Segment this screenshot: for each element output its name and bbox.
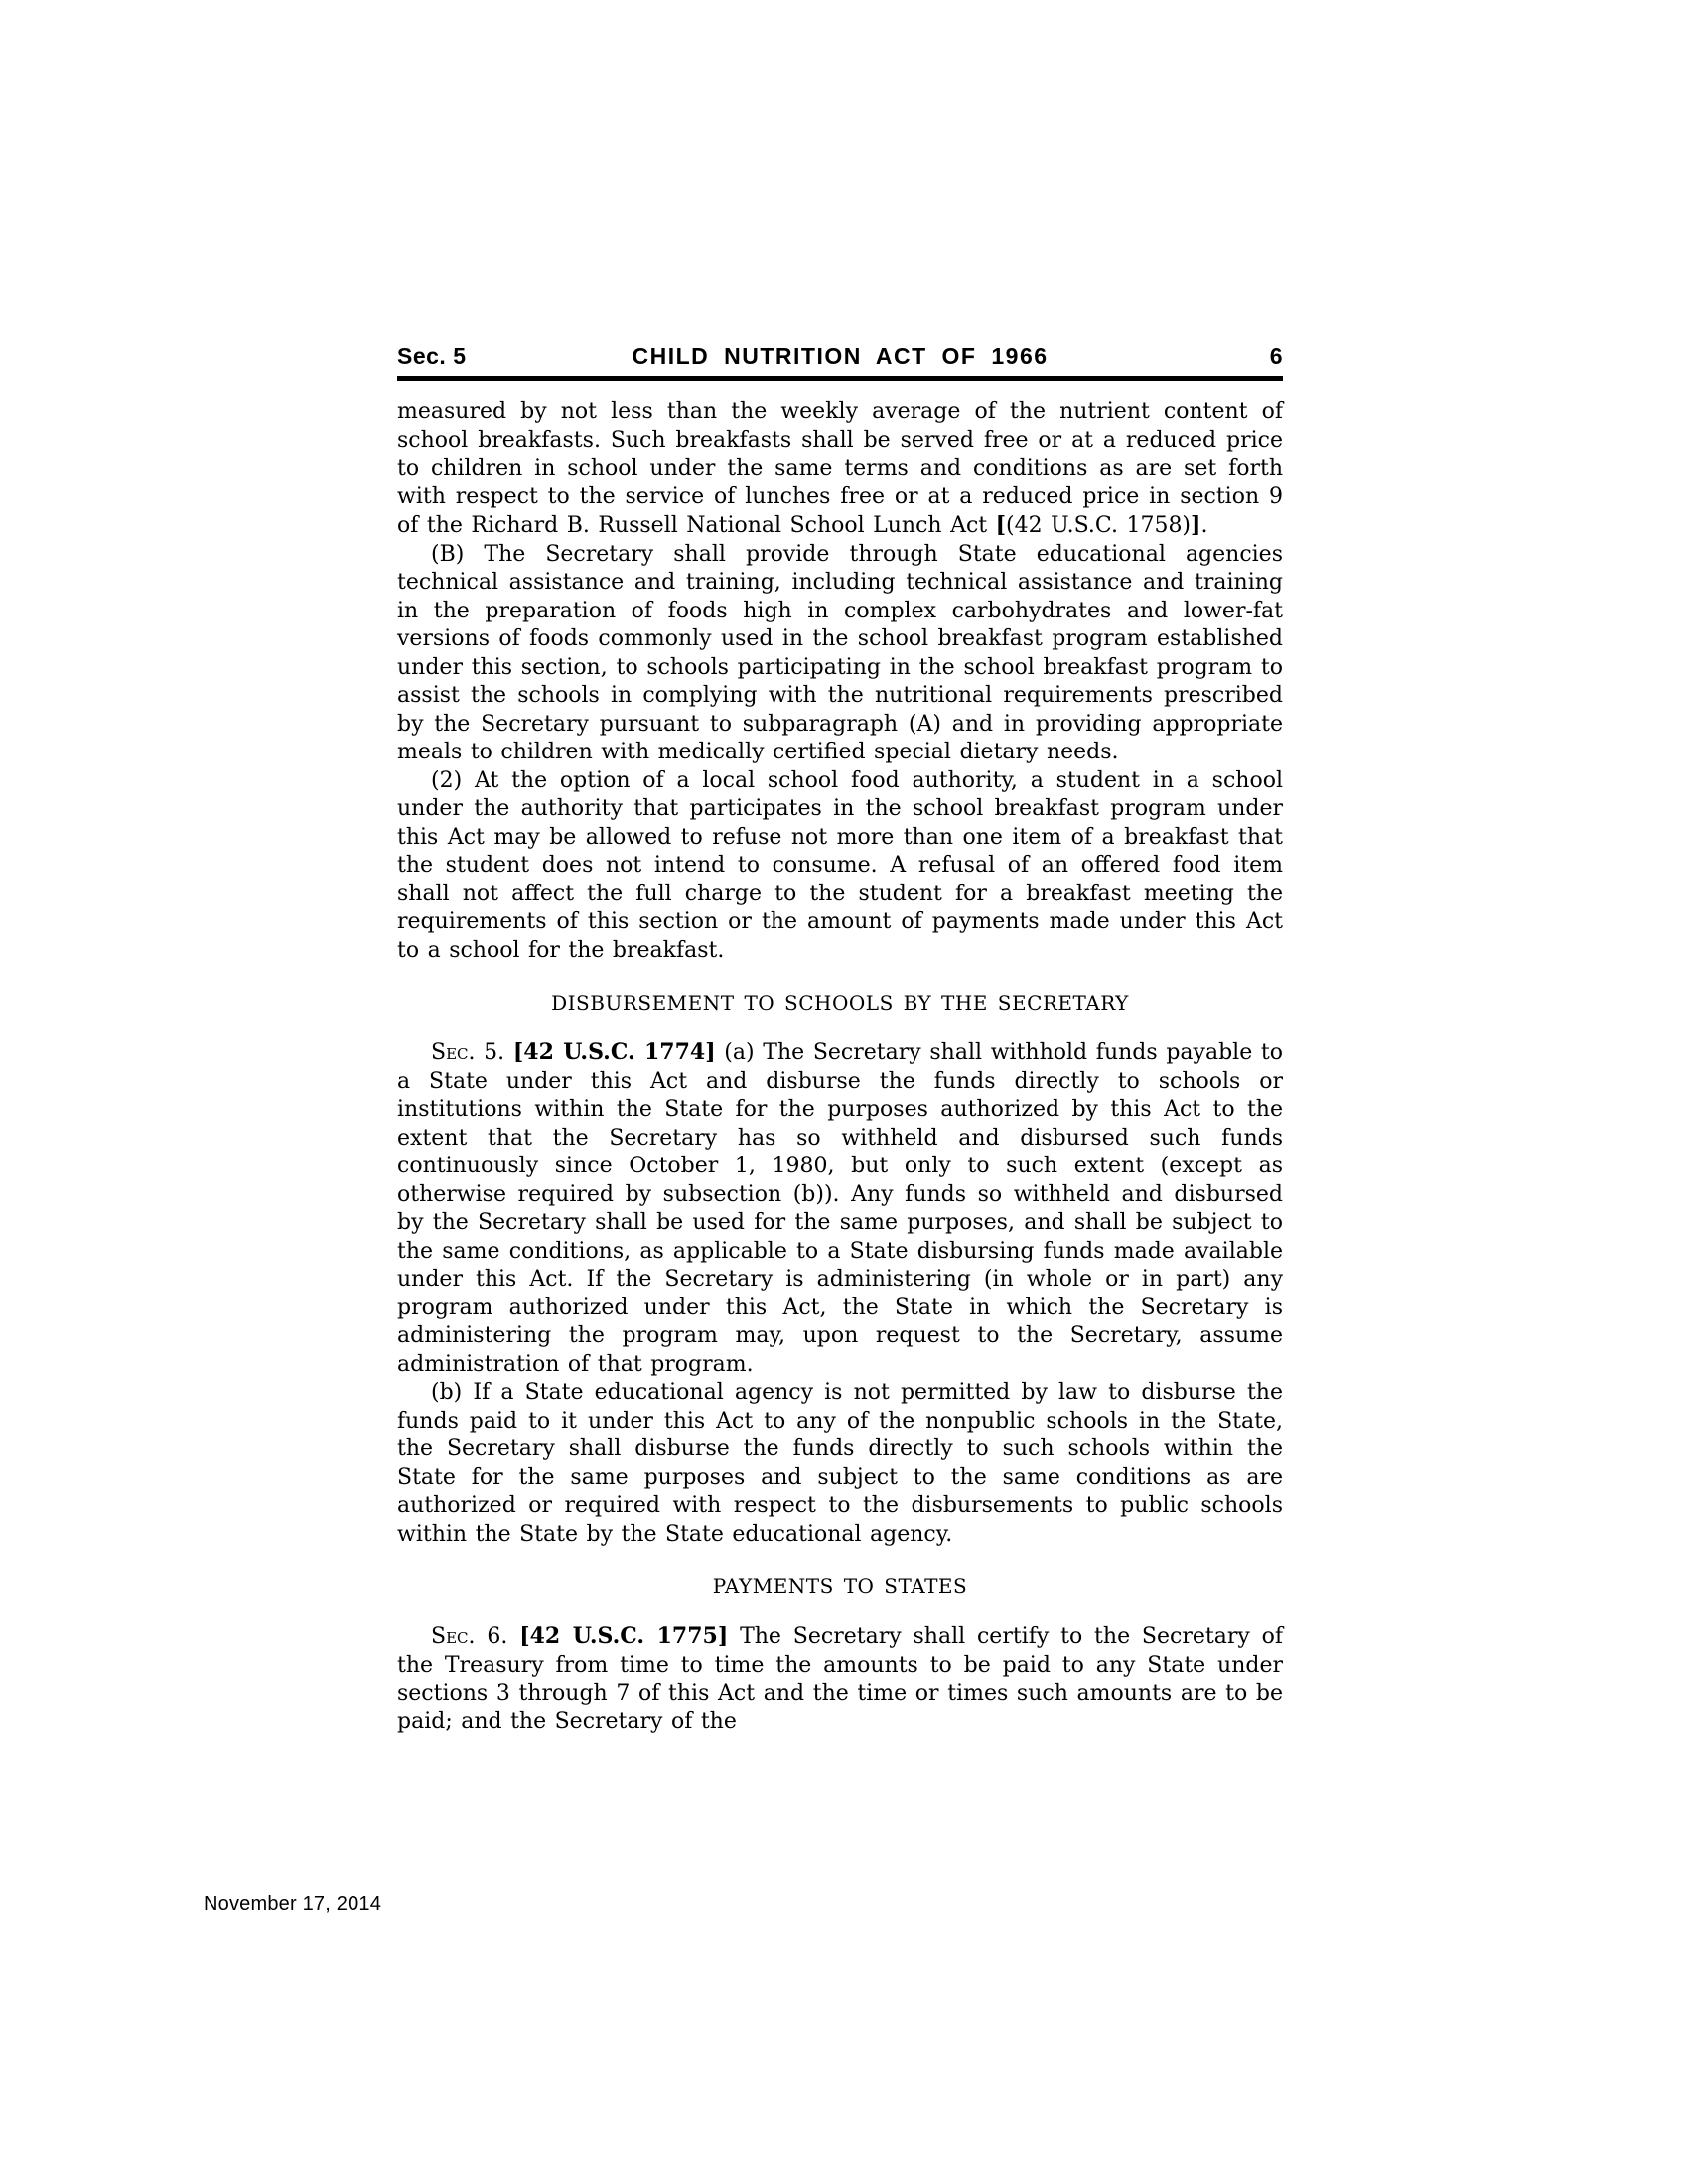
text-segment: The Secretary shall certify to the Secretary of the Treasury from time to time the amounts to be paid to any State under sections 3 through 7 of this Act and the time or times such amounts are to be paid; and the Secretary of the (397, 1624, 1284, 1734)
text-segment: ] (1191, 512, 1201, 538)
header-title: CHILD NUTRITION ACT OF 1966 (632, 343, 1049, 369)
text-segment: (a) The Secretary shall withhold funds payable to a State under this Act and disburse the funds directly to schools or institutions within the State for the purposes authorized by this Act to the extent that the Secretary has so withheld and disbursed such funds continuously since October 1, 1980, but only to such extent (except as otherwise required by subsection (b)). Any funds so withheld and disbursed by the Secretary shall be used for the same purposes, and shall be subject to the same conditions, as applicable to a State disbursing funds made available under this Act. If the Secretary is administering (in whole or in part) any program authorized under this Act, the State in which the Secretary is administering the program may, upon request to the Secretary, assume administration of that program. (397, 1040, 1283, 1377)
header-section-label: Sec. 5 (397, 343, 467, 369)
footer-date: November 17, 2014 (204, 1893, 382, 1915)
paragraph (397, 541, 1283, 767)
text-segment: 6. (475, 1624, 520, 1649)
text-segment: . (1200, 513, 1208, 538)
text-segment: (2) At the option of a local school food authority, a student in a school under the authority that participates in the school breakfast program under this Act may be allowed to refuse not more than one item of a breakfast that the student does not intend to consume. A refusal of an offered food item shall not affect the full charge to the student for a breakfast meeting the requirements of this section or the amount of payments made under this Act to a school for the breakfast. (397, 767, 1283, 963)
header-rule (397, 376, 1283, 381)
section-heading: PAYMENTS TO STATES (712, 1574, 968, 1598)
text-segment: (b) If a State educational agency is not permitted by law to disburse the funds paid to it under this Act to any of the nonpublic schools in the State, the Secretary shall disburse the funds directly to such schools within the State for the same purposes and subject to the same conditions as are authorized or required with respect to the disbursements to public schools within the State by the State educational agency. (397, 1380, 1283, 1547)
paragraph (397, 1038, 1283, 1379)
document-body (397, 398, 1283, 1736)
text-segment: Sec. (431, 1624, 476, 1649)
header-page-number: 6 (1269, 343, 1283, 369)
text-segment: measured by not less than the weekly average of the nutrient content of school breakfasts. Such breakfasts shall be served free or at a reduced price to children in school under the same terms and conditions as are set forth with respect to the service of lunches free or at a reduced price in section 9 of the Richard B. Russell National School Lunch Act (397, 399, 1283, 538)
text-column (397, 343, 1283, 1736)
text-segment: Sec. (431, 1040, 476, 1065)
paragraph (397, 1379, 1283, 1549)
text-segment: [42 U.S.C. 1774] (512, 1039, 716, 1065)
text-segment: (B) The Secretary shall provide through State educational agencies technical assistance and training, including technical assistance and training in the preparation of foods high in complex carbohydrates and lower-fat versions of foods commonly used in the school breakfast program established under this section, to schools participating in the school breakfast program to assist the schools in complying with the nutritional requirements prescribed by the Secretary pursuant to subparagraph (A) and in providing appropriate meals to children with medically certified special dietary needs. (397, 541, 1283, 764)
text-segment: [ (995, 512, 1007, 538)
paragraph (397, 767, 1283, 966)
text-segment: 5. (475, 1040, 513, 1065)
running-header (397, 343, 1283, 371)
paragraph (397, 398, 1283, 541)
section-heading: DISBURSEMENT TO SCHOOLS BY THE SECRETARY (551, 991, 1129, 1015)
paragraph (397, 1622, 1283, 1736)
text-segment: (42 U.S.C. 1758) (1006, 513, 1192, 538)
text-segment: [42 U.S.C. 1775] (519, 1623, 729, 1649)
